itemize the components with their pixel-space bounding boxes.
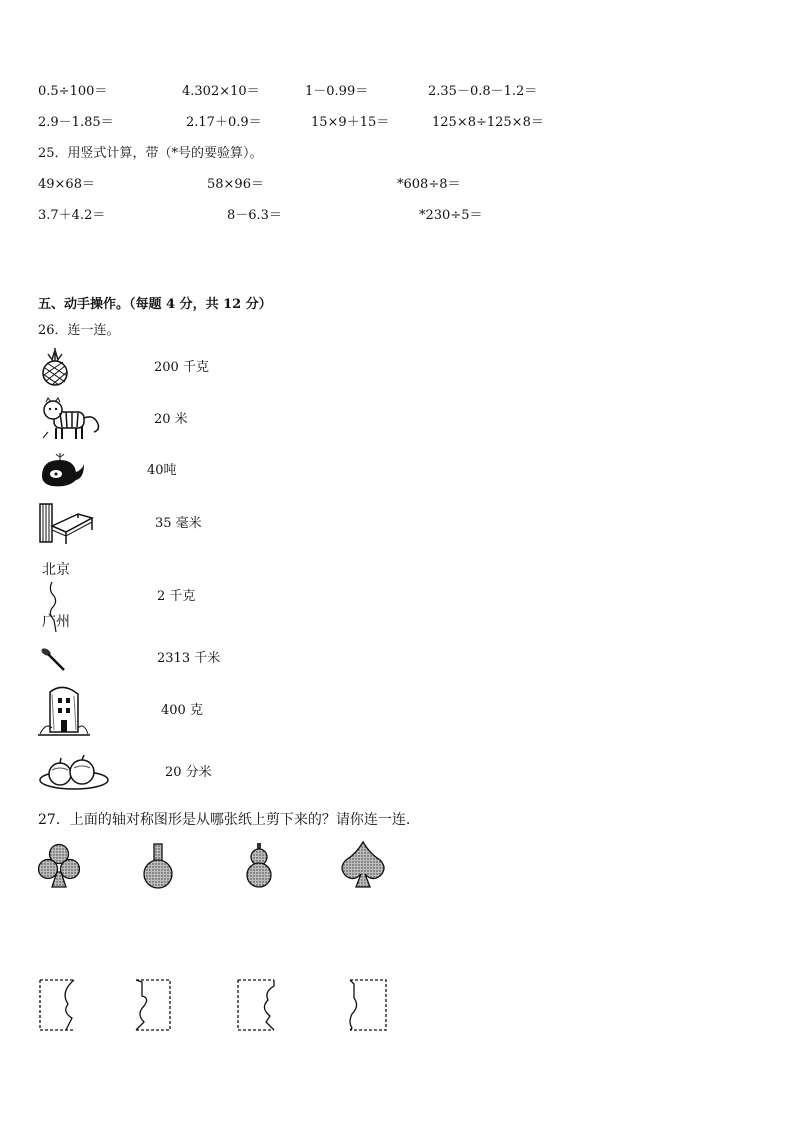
unit-label-6: 2313 千米	[157, 651, 221, 666]
unit-label-8: 20 分米	[165, 765, 212, 780]
arith-1-2: 4.302×10＝	[182, 84, 260, 99]
arith-2-1: 2.9－1.85＝	[38, 115, 114, 130]
q25-2-3: *230÷5＝	[419, 208, 483, 223]
paper-d-icon	[346, 978, 390, 1032]
q25-2-2: 8－6.3＝	[227, 208, 282, 223]
q26-title: 26．连一连。	[38, 323, 120, 338]
gourd-icon	[244, 842, 274, 890]
arith-1-4: 2.35－0.8－1.2＝	[428, 84, 538, 99]
unit-label-4: 35 毫米	[155, 516, 202, 531]
arith-1-1: 0.5÷100＝	[38, 84, 108, 99]
arith-2-4: 125×8÷125×8＝	[432, 115, 544, 130]
q25-1-1: 49×68＝	[38, 177, 95, 192]
q27-title: 27．上面的轴对称图形是从哪张纸上剪下来的？请你连一连.	[38, 812, 411, 828]
unit-label-1: 200 千克	[154, 360, 209, 375]
q25-title: 25．用竖式计算，带（*号的要验算）。	[38, 146, 263, 161]
unit-label-7: 400 克	[161, 703, 203, 718]
spade-icon	[340, 840, 386, 890]
route-map-icon	[40, 560, 80, 634]
paper-c-icon	[236, 978, 278, 1032]
section-5-title: 五、动手操作。（每题 4 分，共 12 分）	[38, 297, 272, 312]
pineapple-icon	[38, 348, 72, 386]
paper-b-icon	[132, 978, 174, 1032]
round-with-handle-icon	[140, 842, 176, 890]
fruit-plate-icon	[38, 752, 110, 792]
map-label-bottom: 广州	[42, 614, 70, 630]
arith-2-3: 15×9＋15＝	[311, 115, 390, 130]
unit-label-5: 2 千克	[157, 589, 196, 604]
arith-1-3: 1－0.99＝	[305, 84, 369, 99]
arith-2-2: 2.17＋0.9＝	[186, 115, 262, 130]
club-icon	[38, 842, 80, 890]
q25-1-3: *608÷8＝	[397, 177, 461, 192]
bed-icon	[38, 500, 94, 546]
map-label-top: 北京	[42, 562, 70, 578]
paper-a-icon	[38, 978, 78, 1032]
tiger-icon	[40, 396, 102, 442]
nail-icon	[40, 646, 68, 672]
q25-1-2: 58×96＝	[207, 177, 264, 192]
unit-label-2: 20 米	[154, 412, 188, 427]
q25-2-1: 3.7＋4.2＝	[38, 208, 106, 223]
whale-icon	[38, 450, 86, 490]
unit-label-3: 40吨	[147, 463, 177, 478]
building-icon	[38, 682, 90, 738]
